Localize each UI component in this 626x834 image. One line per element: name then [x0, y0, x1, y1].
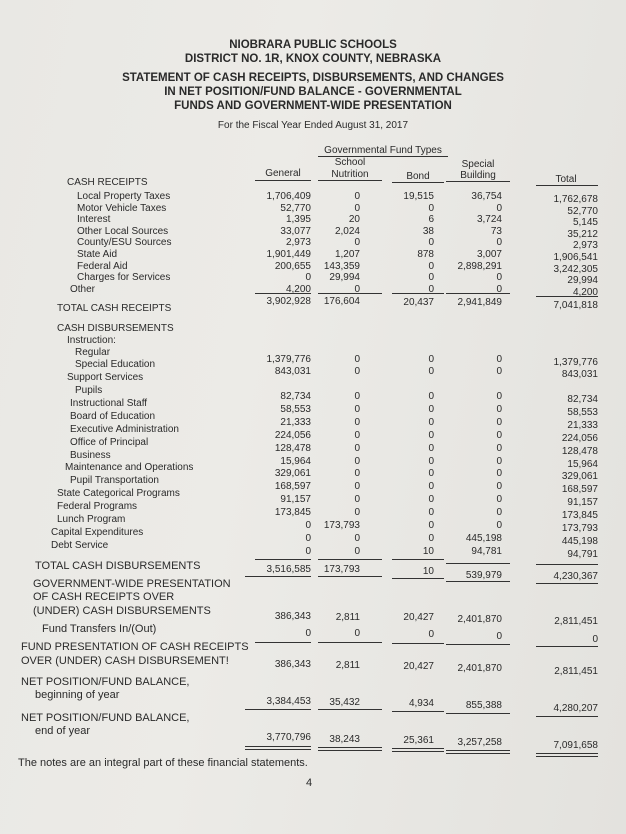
ending-dline-nutrition: [318, 747, 382, 751]
disbursement-value-total: 21,333: [567, 419, 598, 431]
disb-sum-line-bond: [392, 559, 444, 560]
disbursement-value-nutrition: 0: [354, 391, 360, 402]
receipt-value-total: 29,994: [567, 275, 598, 287]
disbursement-value-nutrition: 0: [354, 507, 360, 519]
total-receipts-building: 2,941,849: [457, 297, 502, 308]
beginning-building: 855,388: [465, 700, 502, 711]
disbursement-value-total: 224,056: [561, 432, 598, 444]
transfer-line-nutrition: [318, 642, 382, 643]
instruction-value-general: 1,379,776: [266, 354, 311, 365]
column-header-building-line-1: Special: [461, 159, 495, 170]
beginning-label-line-1: NET POSITION/FUND BALANCE,: [21, 676, 190, 688]
disbursement-value-building: 0: [496, 507, 502, 519]
disbursement-value-general: 58,553: [280, 403, 311, 415]
fund-presentation-bond: 20,427: [403, 661, 434, 672]
ending-building: 3,257,258: [457, 737, 502, 748]
receipt-value-nutrition: 0: [354, 191, 360, 202]
receipt-value-nutrition: 0: [354, 283, 360, 295]
disbursement-value-bond: 10: [422, 545, 434, 557]
transfer-line-building: [446, 644, 510, 645]
receipt-value-building: 2,898,291: [457, 260, 502, 272]
receipt-value-nutrition: 1,207: [334, 249, 360, 260]
receipt-value-building: 73: [490, 225, 502, 237]
disbursement-value-building: 0: [496, 442, 502, 454]
ending-total: 7,091,658: [553, 740, 598, 751]
total-receipts-general: 3,902,928: [266, 296, 311, 307]
disbursement-value-bond: 0: [428, 481, 434, 493]
receipt-value-nutrition: 0: [354, 237, 360, 249]
beginning-line-general: [245, 709, 311, 710]
transfer-nutrition: 0: [354, 628, 360, 639]
underline-nutrition: [318, 180, 382, 181]
beginning-line-bond: [392, 711, 444, 712]
disbursement-value-total: 445,198: [561, 535, 598, 547]
disbursement-value-total: 15,964: [567, 458, 598, 470]
receipt-value-total: 3,242,305: [553, 263, 598, 275]
fund-presentation-label-line-2: OVER (UNDER) CASH DISBURSEMENT!: [21, 655, 229, 667]
disbursement-value-total: 173,793: [561, 523, 598, 534]
total-receipts-bond: 20,437: [403, 297, 434, 308]
disbursement-value-general: 82,734: [280, 391, 311, 402]
transfer-line-bond: [392, 643, 444, 644]
column-header-nutrition-line-2: Nutrition: [331, 169, 369, 180]
disbursement-label: State Categorical Programs: [57, 488, 180, 500]
disbursement-value-nutrition: 0: [354, 532, 360, 544]
disbursement-value-nutrition: 0: [354, 403, 360, 415]
receipt-value-general: 200,655: [274, 260, 311, 272]
receipt-value-general: 1,901,449: [266, 249, 311, 260]
receipt-value-building: 3,724: [476, 214, 502, 226]
total-disbursements-nutrition: 173,793: [323, 564, 360, 575]
transfer-total: 0: [592, 634, 598, 645]
instruction-label: Instruction:: [67, 335, 116, 346]
special-education-label: Special Education: [75, 359, 156, 370]
underline-total: [536, 185, 598, 186]
disbursement-value-nutrition: 0: [354, 545, 360, 557]
transfers-label: Fund Transfers In/(Out): [42, 623, 157, 635]
receipt-label: Other: [70, 283, 96, 295]
receipt-value-bond: 0: [428, 237, 434, 249]
receipt-value-bond: 878: [417, 249, 434, 260]
notes-statement: The notes are an integral part of these financial statements.: [18, 757, 308, 769]
total-disbursements-general: 3,516,585: [266, 564, 311, 575]
disbursement-value-bond: 0: [428, 429, 434, 441]
disbursement-value-total: 168,597: [561, 484, 598, 496]
beginning-bond: 4,934: [408, 698, 434, 709]
disbursement-value-nutrition: 0: [354, 416, 360, 428]
fund-presentation-label-line-1: FUND PRESENTATION OF CASH RECEIPTS: [21, 641, 249, 653]
disbursement-value-general: 329,061: [274, 468, 311, 480]
column-header-bond: Bond: [406, 171, 430, 182]
receipt-value-total: 1,906,541: [553, 252, 598, 263]
disbursement-value-building: 0: [496, 416, 502, 428]
statement-title-line-2: IN NET POSITION/FUND BALANCE - GOVERNMENTAL: [164, 86, 462, 98]
disb-total-underline-total: [536, 583, 598, 584]
instruction-value-nutrition: 0: [354, 354, 360, 365]
disbursement-value-nutrition: 0: [354, 429, 360, 441]
statement-title-line-1: STATEMENT OF CASH RECEIPTS, DISBURSEMENTS, AND CHANGES: [122, 72, 504, 84]
disbursement-value-general: 173,845: [274, 507, 311, 519]
total-disbursements-total: 4,230,367: [553, 571, 598, 582]
receipt-value-building: 3,007: [476, 249, 502, 260]
fund-presentation-total: 2,811,451: [554, 666, 598, 677]
disbursement-value-general: 15,964: [280, 455, 311, 467]
receipt-value-general: 4,200: [285, 283, 311, 295]
disbursement-value-bond: 0: [428, 532, 434, 544]
district-name: DISTRICT NO. 1R, KNOX COUNTY, NEBRASKA: [184, 53, 442, 65]
disbursement-value-total: 58,553: [567, 406, 598, 418]
receipt-label: Motor Vehicle Taxes: [77, 202, 167, 214]
disbursement-label: Executive Administration: [70, 423, 179, 435]
disbursement-label: Business: [70, 449, 111, 461]
receipt-label: Charges for Services: [77, 272, 171, 284]
total-disbursements-bond: 10: [422, 566, 434, 577]
disb-total-underline-bond: [392, 578, 444, 579]
disbursement-value-nutrition: 0: [354, 442, 360, 454]
disbursement-value-general: 128,478: [274, 442, 311, 454]
disbursement-value-nutrition: 0: [354, 494, 360, 506]
receipt-label: Interest: [77, 214, 111, 226]
receipt-value-nutrition: 20: [348, 214, 360, 226]
gov-wide-label-line-2: OF CASH RECEIPTS OVER: [33, 591, 175, 603]
column-header-building-line-2: Building: [460, 170, 496, 181]
disbursement-value-building: 94,781: [471, 545, 502, 557]
receipt-value-building: 36,754: [471, 191, 502, 202]
disbursement-value-total: 329,061: [561, 471, 598, 483]
disbursement-value-bond: 0: [428, 468, 434, 480]
disbursement-value-building: 0: [496, 455, 502, 467]
disbursement-value-nutrition: 0: [354, 468, 360, 480]
total-receipts-label: TOTAL CASH RECEIPTS: [57, 303, 172, 314]
instruction-value-total: 1,379,776: [553, 357, 598, 368]
disbursement-label: Lunch Program: [57, 514, 126, 525]
disbursement-value-building: 0: [496, 391, 502, 402]
underline-bond: [392, 182, 444, 183]
receipt-value-bond: 0: [428, 260, 434, 272]
disbursement-label: Maintenance and Operations: [65, 462, 194, 474]
receipts-sum-line-total: [536, 296, 598, 297]
disbursement-value-bond: 0: [428, 391, 434, 402]
receipt-label: County/ESU Sources: [77, 237, 172, 249]
receipt-label: State Aid: [77, 249, 118, 260]
total-disbursements-building: 539,979: [465, 570, 502, 581]
receipt-value-general: 33,077: [280, 225, 311, 237]
column-header-general: General: [265, 168, 301, 179]
instruction-value-bond: 0: [428, 366, 434, 377]
disb-total-underline-nutrition: [318, 576, 382, 577]
disb-total-underline-general: [245, 576, 311, 577]
beginning-total: 4,280,207: [553, 703, 598, 714]
disbursement-value-general: 224,056: [274, 429, 311, 441]
receipt-label: Other Local Sources: [77, 225, 169, 237]
column-header-total: Total: [555, 174, 577, 185]
instruction-value-total: 843,031: [561, 369, 598, 380]
receipts-sum-line-bond: [392, 293, 444, 294]
disbursement-label: Pupils: [75, 385, 103, 396]
disbursement-value-nutrition: 0: [354, 455, 360, 467]
receipt-value-building: 0: [496, 283, 502, 295]
receipt-value-general: 2,973: [285, 237, 311, 249]
total-disbursements-label: TOTAL CASH DISBURSEMENTS: [35, 560, 201, 572]
disbursement-value-general: 0: [305, 520, 311, 531]
disb-sum-line-nutrition: [318, 559, 382, 560]
ending-dline-building: [446, 750, 510, 754]
receipt-value-total: 1,762,678: [553, 194, 598, 205]
disbursement-value-building: 0: [496, 429, 502, 441]
gov-wide-total: 2,811,451: [554, 616, 598, 627]
disbursement-label: Instructional Staff: [70, 397, 148, 409]
disb-sum-line-general: [255, 559, 311, 560]
disbursements-heading: CASH DISBURSEMENTS: [57, 323, 174, 334]
receipt-value-nutrition: 0: [354, 202, 360, 214]
instruction-value-bond: 0: [428, 354, 434, 365]
ending-dline-bond: [392, 748, 444, 752]
gov-wide-building: 2,401,870: [457, 614, 502, 625]
disb-sum-line-total: [536, 564, 598, 565]
receipt-value-building: 0: [496, 202, 502, 214]
receipts-heading: CASH RECEIPTS: [67, 177, 148, 188]
disbursement-value-building: 0: [496, 468, 502, 480]
regular-label: Regular: [75, 347, 111, 358]
disbursement-value-bond: 0: [428, 416, 434, 428]
receipt-value-bond: 0: [428, 283, 434, 295]
receipt-value-bond: 19,515: [403, 191, 434, 202]
receipt-value-bond: 6: [428, 214, 434, 226]
receipt-value-building: 0: [496, 272, 502, 284]
receipts-sum-line-nutrition: [318, 293, 382, 294]
beginning-label-line-2: beginning of year: [35, 689, 120, 701]
transfer-line-total: [536, 646, 598, 647]
disbursement-value-bond: 0: [428, 455, 434, 467]
disbursement-value-general: 21,333: [280, 416, 311, 428]
ending-label-line-1: NET POSITION/FUND BALANCE,: [21, 712, 190, 724]
disbursement-value-bond: 0: [428, 494, 434, 506]
receipts-sum-line-building: [446, 293, 510, 294]
receipts-sum-line-general: [255, 293, 311, 294]
disbursement-label: Board of Education: [70, 410, 156, 422]
disbursement-value-general: 0: [305, 532, 311, 544]
underline-building: [446, 181, 510, 182]
disbursement-value-bond: 0: [428, 507, 434, 519]
ending-dline-total: [536, 753, 598, 757]
ending-dline-general: [245, 746, 311, 750]
disbursement-value-general: 91,157: [280, 494, 311, 506]
disbursement-value-bond: 0: [428, 442, 434, 454]
support-services-label: Support Services: [67, 372, 144, 383]
fund-presentation-general: 386,343: [274, 659, 311, 670]
receipt-value-total: 5,145: [572, 217, 598, 229]
disbursement-value-general: 168,597: [274, 481, 311, 493]
receipt-value-total: 35,212: [567, 228, 598, 240]
total-receipts-total: 7,041,818: [553, 300, 598, 311]
receipt-value-total: 4,200: [572, 286, 598, 298]
disbursement-label: Office of Principal: [70, 436, 149, 448]
instruction-value-general: 843,031: [274, 366, 311, 377]
disbursement-value-building: 0: [496, 520, 502, 531]
instruction-value-building: 0: [496, 366, 502, 377]
receipt-value-bond: 38: [422, 225, 434, 237]
instruction-value-building: 0: [496, 354, 502, 365]
receipt-value-bond: 0: [428, 272, 434, 284]
beginning-line-nutrition: [318, 709, 382, 710]
beginning-line-total: [536, 716, 598, 717]
page-number: 4: [306, 777, 313, 789]
disbursement-value-building: 445,198: [465, 532, 502, 544]
fiscal-period: For the Fiscal Year Ended August 31, 2017: [217, 120, 409, 131]
disb-sum-line-building: [446, 563, 510, 564]
receipt-value-general: 1,395: [285, 214, 311, 226]
disbursement-value-nutrition: 173,793: [323, 520, 360, 531]
gov-wide-label-line-3: (UNDER) CASH DISBURSEMENTS: [33, 605, 211, 617]
receipt-label: Federal Aid: [77, 260, 128, 272]
beginning-nutrition: 35,432: [329, 697, 360, 708]
gov-wide-general: 386,343: [274, 611, 311, 622]
disbursement-label: Federal Programs: [57, 501, 138, 513]
disbursement-value-total: 173,845: [561, 510, 598, 522]
receipt-value-total: 52,770: [567, 205, 598, 217]
disbursement-label: Capital Expenditures: [51, 526, 144, 538]
statement-title-line-3: FUNDS AND GOVERNMENT-WIDE PRESENTATION: [174, 100, 452, 112]
disbursement-value-nutrition: 0: [354, 481, 360, 493]
column-header-nutrition-line-1: School: [334, 157, 366, 168]
beginning-line-building: [446, 713, 510, 714]
disbursement-label: Pupil Transportation: [70, 475, 159, 487]
total-receipts-nutrition: 176,604: [323, 296, 360, 307]
receipt-value-general: 52,770: [280, 202, 311, 214]
disbursement-value-bond: 0: [428, 403, 434, 415]
disbursement-value-total: 82,734: [567, 394, 598, 405]
gov-wide-nutrition: 2,811: [335, 612, 360, 623]
receipt-value-general: 1,706,409: [266, 191, 311, 202]
disb-total-underline-building: [446, 581, 510, 582]
receipt-value-nutrition: 2,024: [334, 225, 360, 237]
receipt-label: Local Property Taxes: [77, 191, 171, 202]
receipt-value-total: 2,973: [572, 240, 598, 252]
receipt-value-nutrition: 29,994: [329, 272, 360, 284]
underline-general: [255, 180, 311, 181]
fund-presentation-nutrition: 2,811: [335, 660, 360, 671]
disbursement-value-total: 94,791: [567, 548, 598, 560]
column-group-header: Governmental Fund Types: [324, 145, 442, 156]
disbursement-value-building: 0: [496, 494, 502, 506]
disbursement-value-building: 0: [496, 481, 502, 493]
fund-presentation-building: 2,401,870: [457, 663, 502, 674]
school-name: NIOBRARA PUBLIC SCHOOLS: [229, 39, 397, 51]
disbursement-value-total: 128,478: [561, 445, 598, 457]
instruction-value-nutrition: 0: [354, 366, 360, 377]
disbursement-value-total: 91,157: [567, 497, 598, 509]
ending-nutrition: 38,243: [329, 734, 360, 745]
gov-wide-bond: 20,427: [403, 612, 434, 623]
gov-wide-label-line-1: GOVERNMENT-WIDE PRESENTATION: [33, 578, 231, 590]
ending-general: 3,770,796: [266, 732, 311, 743]
ending-label-line-2: end of year: [35, 725, 91, 737]
transfer-general: 0: [305, 628, 311, 639]
disbursement-label: Debt Service: [51, 539, 109, 551]
disbursement-value-bond: 0: [428, 520, 434, 531]
receipt-value-nutrition: 143,359: [323, 260, 360, 272]
receipt-value-bond: 0: [428, 202, 434, 214]
receipt-value-general: 0: [305, 272, 311, 284]
transfer-bond: 0: [428, 629, 434, 640]
beginning-general: 3,384,453: [266, 696, 311, 707]
transfer-building: 0: [496, 631, 502, 642]
disbursement-value-building: 0: [496, 403, 502, 415]
transfer-line-general: [255, 642, 311, 643]
receipt-value-building: 0: [496, 237, 502, 249]
ending-bond: 25,361: [403, 735, 434, 746]
disbursement-value-general: 0: [305, 545, 311, 557]
